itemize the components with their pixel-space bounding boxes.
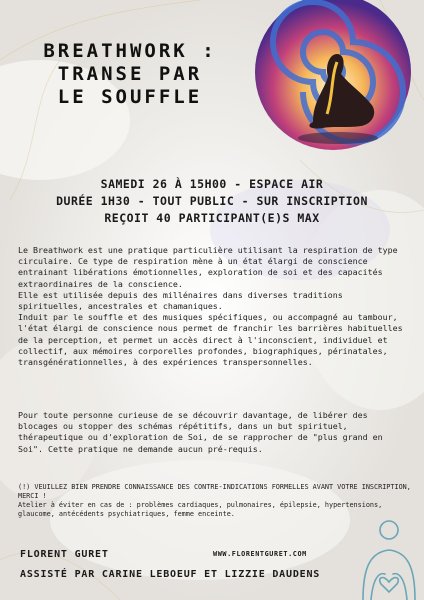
description-paragraph: Induit par le souffle et des musiques spécifiques, ou accompagné au tambour, l'état élargi de conscience nous permet de franchir les barrières habituelles de la perception, et permet un accès direct à l'inconscient, individuel et collectif, aux mémoires corporelles profondes, biographiques, périnatales, transgénérationnelles, à des expériences transpersonnelles.	[18, 312, 403, 368]
warning-heading: (!) VEUILLEZ BIEN PRENDRE CONNAISSANCE DES CONTRE-INDICATIONS FORMELLES AVANT VOTRE INSCRIPTION, MERCI !	[18, 483, 411, 500]
warning-notice	[18, 483, 412, 519]
page-title	[30, 40, 230, 109]
audience-paragraph: Pour toute personne curieuse de se découvrir davantage, de libérer des blocages ou stopper des schémas répétitifs, dans un but spirituel, thérapeutique ou d'exploration de Soi, de se rapprocher de "plus grand en Soi". Cette pratique ne demande aucun pré-requis.	[18, 410, 383, 454]
title-line: BREATHWORK :	[43, 40, 217, 62]
event-duration: DURÉE 1H30 - TOUT PUBLIC - SUR INSCRIPTION	[56, 194, 368, 208]
description-paragraph: Elle est utilisée depuis des millénaires dans diverses traditions spirituelles, ancestrales et chamaniques.	[18, 289, 343, 312]
description	[18, 245, 412, 368]
website-link[interactable]: WWW.FLORENTGURET.COM	[213, 550, 307, 558]
title-line: LE SOUFFLE	[57, 86, 203, 108]
title-line: TRANSE PAR	[57, 63, 203, 85]
warning-details: Atelier à éviter en cas de : problèmes cardiaques, pulmonaires, épilepsie, hypertensions, glaucome, antécédents psychiatriques, femme enceinte.	[18, 501, 383, 518]
event-capacity: REÇOIT 40 PARTICIPANT(E)S MAX	[104, 211, 320, 225]
event-date-place: SAMEDI 26 À 15H00 - ESPACE AIR	[100, 177, 324, 191]
facilitator-name: FLORENT GURET	[20, 549, 109, 560]
description-paragraph: Le Breathwork est une pratique particulière utilisant la respiration de type circulaire. Ce type de respiration mène à un état élargi de conscience entrainant libérations émotionnelles, exploration de soi et des capacités extraordinaires de la conscience.	[18, 245, 398, 289]
body-heart-logo-icon	[357, 516, 421, 600]
assistants: ASSISTÉ PAR CARINE LEBOEUF ET LIZZIE DAUDENS	[20, 569, 321, 580]
event-info	[0, 176, 424, 227]
meditation-figure-illustration	[253, 0, 413, 152]
